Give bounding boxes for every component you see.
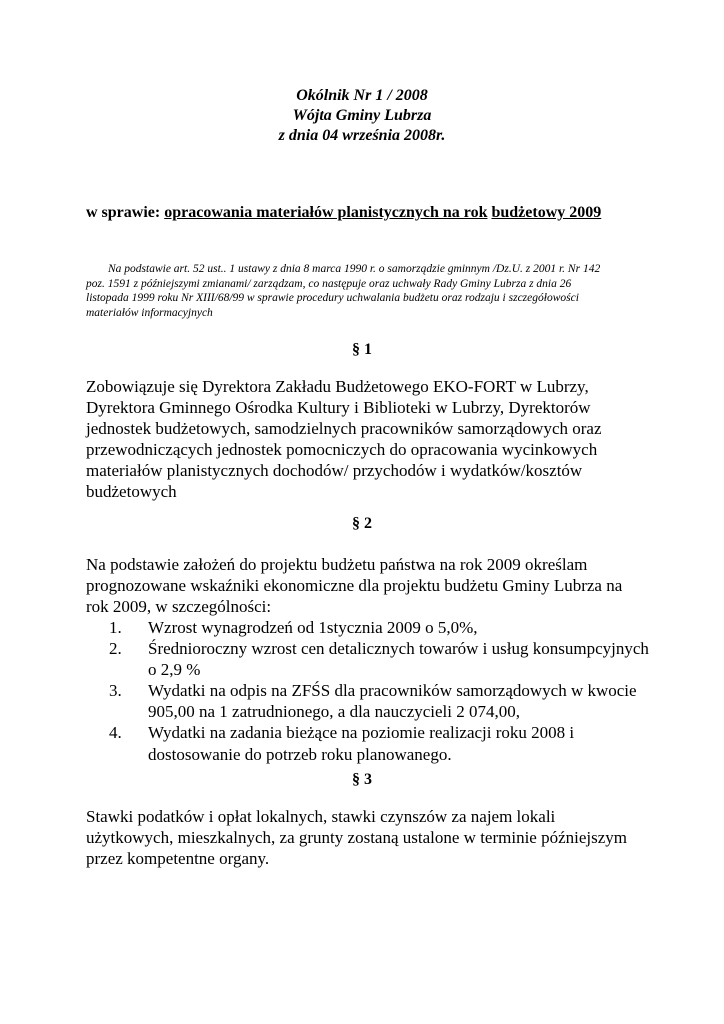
- section-2-heading: § 2: [352, 515, 372, 532]
- paragraph-line: Dyrektora Gminnego Ośrodka Kultury i Biblioteki w Lubrzy, Dyrektorów: [86, 398, 591, 418]
- list-item-number: 3.: [109, 681, 122, 701]
- subject-prefix: w sprawie:: [86, 204, 165, 221]
- issue-date: z dnia 04 września 2008r.: [278, 127, 446, 144]
- list-item: 4. Wydatki na zadania bieżące na poziomie realizacji roku 2008 i dostosowanie do potrzeb roku planowanego.: [109, 723, 575, 764]
- section-1-heading: § 1: [352, 341, 372, 358]
- list-item: 3. Wydatki na odpis na ZFŚS dla pracowników samorządowych w kwocie 905,00 na 1 zatrudnionego, a dla nauczycieli 2 074,00,: [109, 681, 637, 722]
- paragraph-line: prognozowane wskaźniki ekonomiczne dla projektu budżetu Gminy Lubrza na: [86, 576, 623, 596]
- legal-basis-line: materiałów informacyjnych: [86, 306, 213, 319]
- paragraph-line: Stawki podatków i opłat lokalnych, stawki czynszów za najem lokali: [86, 807, 556, 826]
- circular-number: Okólnik Nr 1 / 2008: [296, 87, 428, 104]
- paragraph-line: przewodniczących jednostek pomocniczych do opracowania wycinkowych: [86, 440, 598, 460]
- legal-basis-line: listopada 1999 roku Nr XIII/68/99 w sprawie procedury uchwalania budżetu oraz rodzaju i szczegółowości: [86, 292, 579, 304]
- subject-topic: opracowania materiałów planistycznych na rok: [164, 204, 488, 221]
- document-header: [0, 86, 724, 146]
- paragraph-line: jednostek budżetowych, samodzielnych pracowników samorządowych oraz: [86, 419, 602, 439]
- paragraph-line: Na podstawie założeń do projektu budżetu państwa na rok 2009 określam: [86, 555, 588, 574]
- paragraph-line: Zobowiązuje się Dyrektora Zakładu Budżetowego EKO-FORT w Lubrzy,: [86, 377, 589, 396]
- subject-line: [86, 203, 686, 223]
- legal-basis-line: Na podstawie art. 52 ust.. 1 ustawy z dnia 8 marca 1990 r. o samorządzie gminnym /Dz.U. z 2001 r. Nr 142: [108, 263, 601, 275]
- section-3-body: [86, 806, 666, 869]
- paragraph-line: materiałów planistycznych dochodów/ przychodów i wydatków/kosztów: [86, 461, 583, 481]
- forecast-list: [86, 617, 666, 765]
- list-item: 1. Wzrost wynagrodzeń od 1stycznia 2009 o 5,0%,: [109, 618, 478, 637]
- section-3-heading: § 3: [352, 771, 372, 788]
- list-item-number: 1.: [109, 618, 122, 637]
- subject-year: budżetowy 2009: [491, 204, 602, 221]
- legal-basis-line: poz. 1591 z późniejszymi zmianami/ zarządzam, co następuje oraz uchwały Rady Gminy Lubrza z dnia 26: [86, 277, 572, 290]
- paragraph-line: rok 2009, w szczególności:: [86, 597, 272, 617]
- paragraph-line: przez kompetentne organy.: [86, 849, 270, 869]
- paragraph-line: użytkowych, mieszkalnych, za grunty zostaną ustalone w terminie późniejszym: [86, 828, 628, 848]
- list-item: 2. Średnioroczny wzrost cen detalicznych towarów i usług konsumpcyjnych o 2,9 %: [109, 639, 649, 680]
- legal-basis: [86, 262, 646, 320]
- list-item-number: 2.: [109, 639, 122, 659]
- issuer: Wójta Gminy Lubrza: [292, 107, 432, 124]
- paragraph-line: budżetowych: [86, 482, 177, 502]
- list-item-number: 4.: [109, 723, 122, 743]
- section-2-intro: [86, 554, 666, 617]
- section-1-body: [86, 376, 666, 503]
